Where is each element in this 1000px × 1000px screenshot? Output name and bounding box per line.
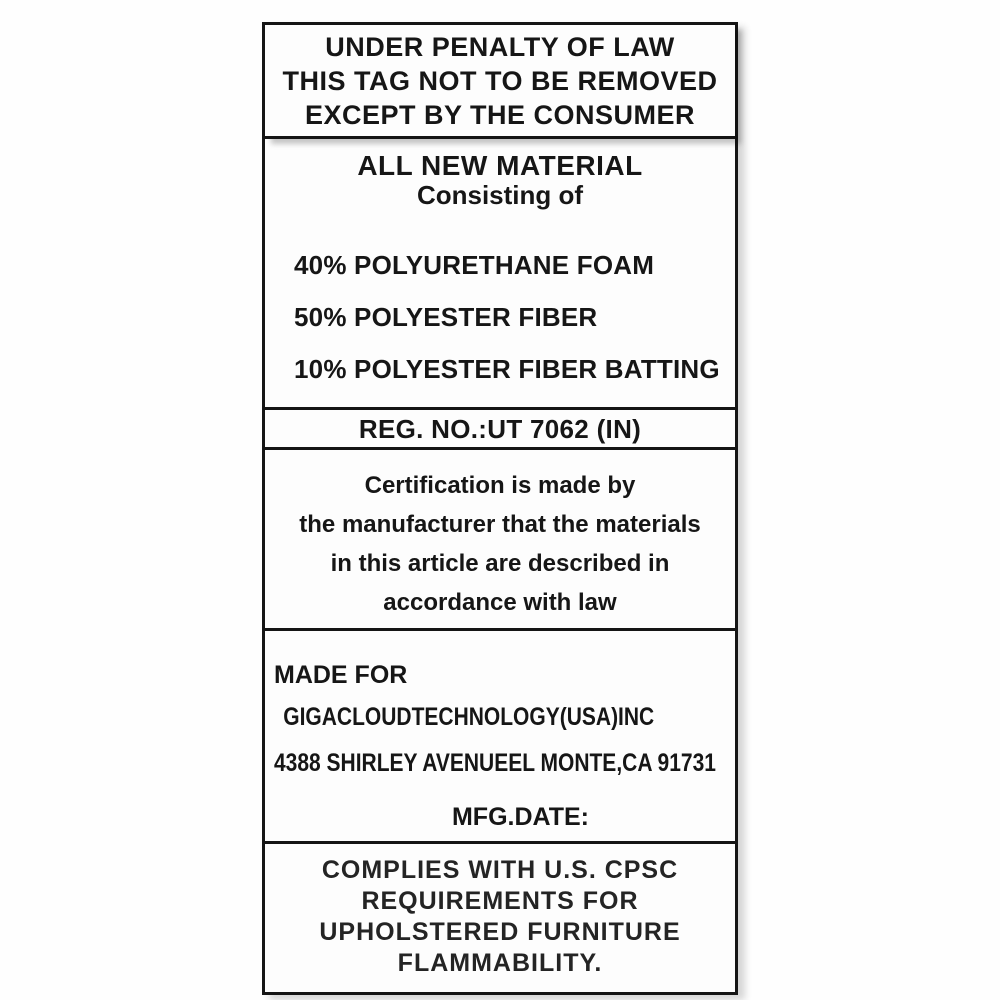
certification-line: the manufacturer that the materials <box>299 511 701 538</box>
materials-section <box>265 139 735 410</box>
made-for-label: MADE FOR <box>274 661 408 689</box>
certification-line: accordance with law <box>383 589 617 616</box>
materials-subtitle: Consisting of <box>416 180 584 210</box>
mfg-date-label: MFG.DATE: <box>451 803 589 831</box>
certification-line: Certification is made by <box>364 472 636 499</box>
made-for-section <box>265 631 735 844</box>
law-label-tag <box>262 22 738 995</box>
material-item: 40% POLYURETHANE FOAM <box>294 250 655 280</box>
compliance-line: REQUIREMENTS FOR <box>361 887 639 915</box>
warning-line: UNDER PENALTY OF LAW <box>325 31 675 62</box>
material-item: 10% POLYESTER FIBER BATTING <box>294 354 720 384</box>
warning-line: THIS TAG NOT TO BE REMOVED <box>282 65 718 96</box>
materials-list <box>265 252 735 382</box>
materials-title: ALL NEW MATERIAL <box>357 150 643 181</box>
certification-line: in this article are described in <box>330 550 670 577</box>
penalty-warning-box <box>265 25 735 139</box>
warning-line: EXCEPT BY THE CONSUMER <box>304 99 696 130</box>
compliance-line: COMPLIES WITH U.S. CPSC <box>321 856 679 884</box>
manufacturer-name: GIGACLOUDTECHNOLOGY(USA)INC <box>283 703 655 731</box>
material-item: 50% POLYESTER FIBER <box>294 302 598 332</box>
certification-section <box>265 450 735 631</box>
cpsc-compliance-section <box>265 844 735 992</box>
compliance-line: FLAMMABILITY. <box>397 949 603 977</box>
registration-number-row: REG. NO.:UT 7062 (IN) <box>265 410 735 450</box>
compliance-line: UPHOLSTERED FURNITURE <box>319 918 681 946</box>
manufacturer-address: 4388 SHIRLEY AVENUEEL MONTE,CA 91731 <box>274 749 716 777</box>
